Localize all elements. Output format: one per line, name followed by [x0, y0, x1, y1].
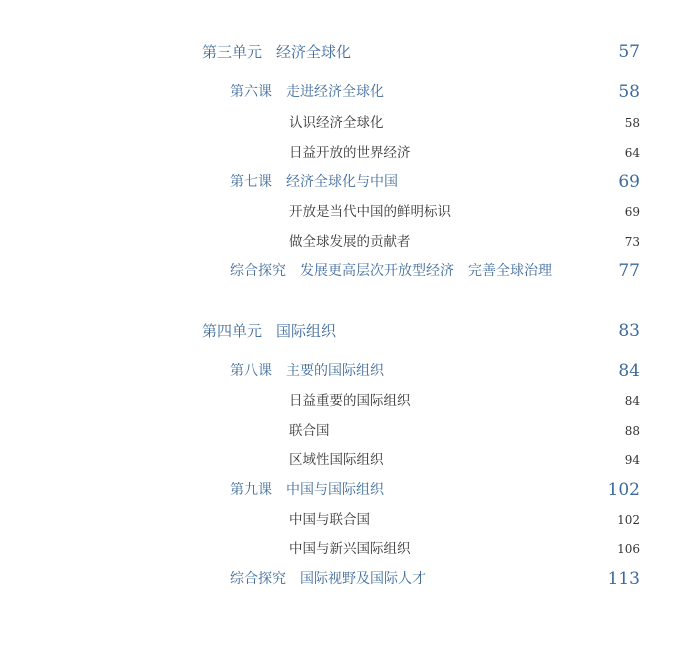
page-number: 69 — [624, 205, 640, 219]
item-title: 日益重要的国际组织 — [289, 393, 411, 409]
page-number: 84 — [624, 394, 640, 408]
item-title: 日益开放的世界经济 — [289, 145, 411, 161]
unit-heading[interactable] — [0, 319, 700, 343]
lesson-title: 中国与国际组织 — [286, 482, 384, 498]
item-title: 做全球发展的贡献者 — [289, 234, 411, 250]
page-number: 69 — [618, 172, 640, 192]
page-number: 84 — [618, 361, 640, 381]
page-number: 58 — [618, 82, 640, 102]
lesson-title: 走进经济全球化 — [286, 84, 384, 100]
toc-item[interactable] — [0, 419, 700, 443]
inquiry-label: 综合探究 — [230, 571, 286, 587]
lesson-heading[interactable] — [0, 478, 700, 502]
unit-title: 国际组织 — [276, 322, 337, 340]
inquiry-title: 发展更高层次开放型经济 完善全球治理 — [300, 263, 552, 279]
toc-item[interactable] — [0, 200, 700, 224]
toc-item[interactable] — [0, 508, 700, 532]
inquiry-label: 综合探究 — [230, 263, 286, 279]
toc-item[interactable] — [0, 537, 700, 561]
item-title: 区域性国际组织 — [289, 452, 384, 468]
page-number: 94 — [624, 453, 640, 467]
page-number: 77 — [618, 261, 640, 281]
lesson-heading[interactable] — [0, 80, 700, 104]
lesson-heading[interactable] — [0, 359, 700, 383]
page-number: 113 — [607, 569, 640, 589]
toc-item[interactable] — [0, 230, 700, 254]
unit-heading[interactable] — [0, 40, 700, 64]
page-number: 102 — [617, 513, 640, 527]
item-title: 联合国 — [289, 423, 330, 439]
lesson-label: 第八课 — [230, 363, 272, 379]
inquiry-heading[interactable] — [0, 567, 700, 591]
page-number: 64 — [624, 146, 640, 160]
lesson-label: 第七课 — [230, 174, 272, 190]
item-title: 中国与新兴国际组织 — [289, 541, 411, 557]
toc-item[interactable] — [0, 141, 700, 165]
page-number: 58 — [624, 116, 640, 130]
lesson-title: 经济全球化与中国 — [286, 174, 398, 190]
page-number: 88 — [624, 424, 640, 438]
unit-label: 第四单元 — [202, 322, 263, 340]
page-number: 83 — [618, 321, 640, 341]
toc-item[interactable] — [0, 448, 700, 472]
item-title: 中国与联合国 — [289, 512, 370, 528]
unit-title: 经济全球化 — [276, 43, 352, 61]
page-number: 102 — [607, 480, 640, 500]
toc-item[interactable] — [0, 389, 700, 413]
page-number: 73 — [624, 235, 640, 249]
lesson-label: 第九课 — [230, 482, 272, 498]
unit-label: 第三单元 — [202, 43, 263, 61]
item-title: 开放是当代中国的鲜明标识 — [289, 204, 451, 220]
page-number: 57 — [618, 42, 640, 62]
item-title: 认识经济全球化 — [289, 115, 384, 131]
inquiry-heading[interactable] — [0, 259, 700, 283]
lesson-heading[interactable] — [0, 170, 700, 194]
inquiry-title: 国际视野及国际人才 — [300, 571, 426, 587]
lesson-label: 第六课 — [230, 84, 272, 100]
toc-item[interactable] — [0, 111, 700, 135]
lesson-title: 主要的国际组织 — [286, 363, 384, 379]
page-number: 106 — [617, 542, 640, 556]
